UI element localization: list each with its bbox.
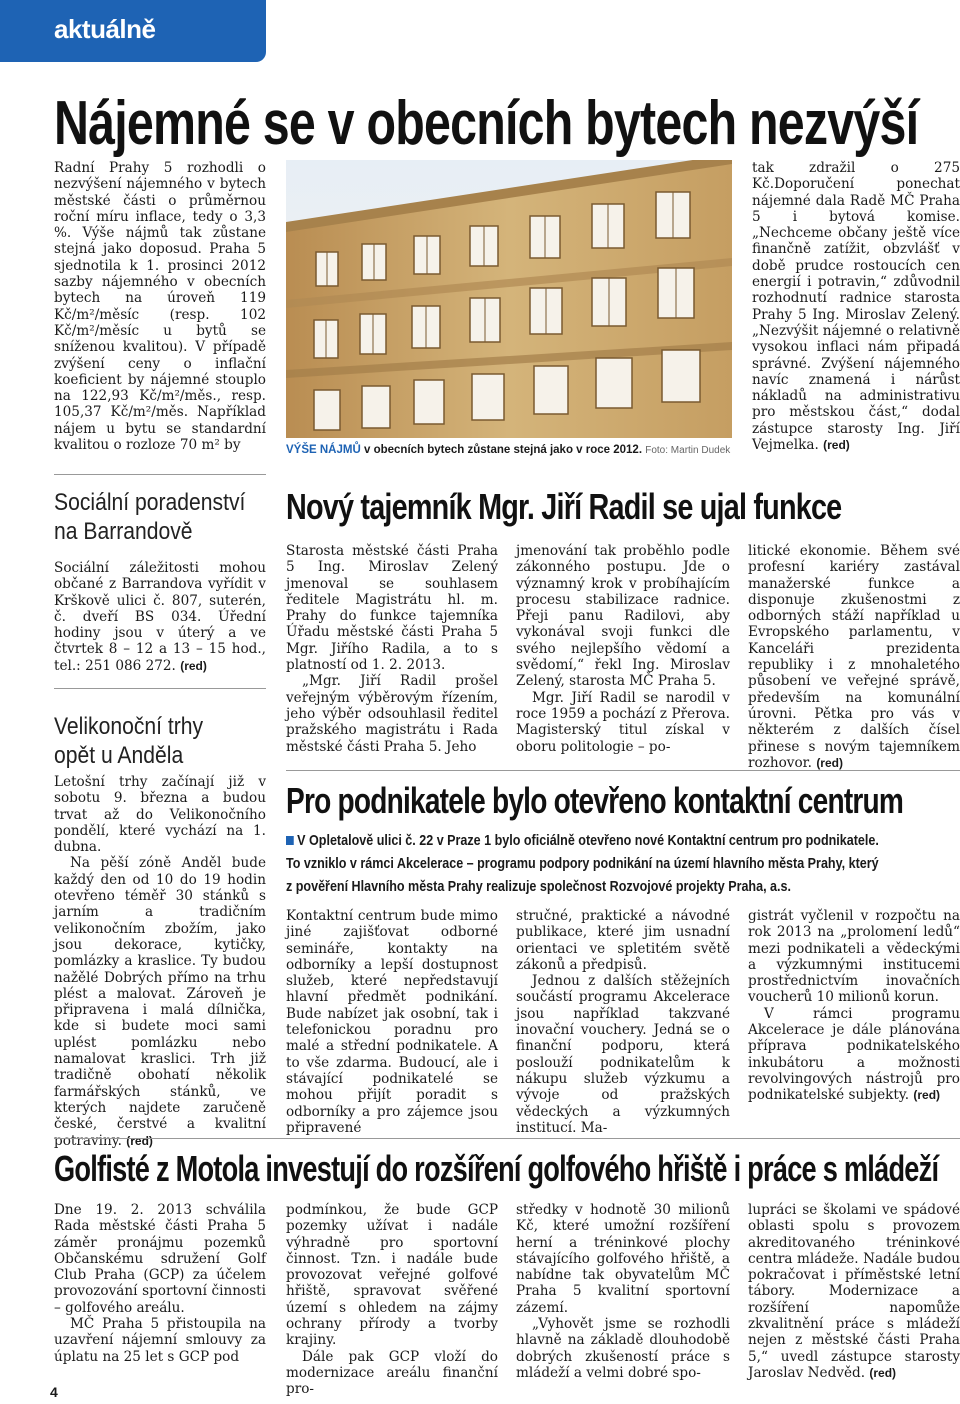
article3-column-2: stručné, praktické a návodné publikace, které jim usnadní orientaci ve spletitém světě zákonů a předpisů. Jednou z dalších stěžejních součástí programu Akcelerace jsou například takzvané inovační vouchery. Jedná se o finanční podporu, která poslouží podnikatelům k nákupu služeb výzkumu a vývoje od pražských vědeckých a výzkumných institucí. Ma- [516,908,730,1136]
article3-divider [286,770,960,771]
article4-headline: Golfisté z Motola investují do rozšíření golfového hřiště i práce s mládeží [54,1148,939,1189]
signature: (red) [823,438,850,453]
article4-column-3: středky v hodnotě 30 milionů Kč, které umožní rozšíření herní a tréninkové plochy stávajícího golfového hřiště, a nabídne tak obyvatelům MČ Praha 5 kvalitní sportovní zázemí. „Vyhovět jsme se rozhodli hlavně na základě dlouhodobě dobrých zkušeností práce s mládeží a velmi dobré spo- [516,1202,730,1381]
article1-column-3 [752,160,960,453]
signature: (red) [816,755,843,770]
article2-column-3: litické ekonomie. Během své profesní kariéry zastával manažerské funkce a disponuje zkušenostmi z odborných stáží například u Evropského parlamentu, v Kanceláři prezidenta republiky i z mnohaletého působení ve veřejné správě, především na komunální úrovni. Pětka pro vás v některém z dalších čísel přinese s novým tajemníkem rozhovor. (red) [748,543,960,771]
article2-headline: Nový tajemník Mgr. Jiří Radil se ujal funkce [286,486,842,527]
article1-col3-paragraph: tak zdražil o 275 Kč.Doporučení ponechat nájemné dala Radě MČ Praha 5 i bytová komise. „Nechceme občany ještě více finančně zatížit, obzvlášť v době prudce rostoucích cen energií i potravin,“ zdůvodnil rozhodnutí radnice starosta Prahy 5 Ing. Miroslav Zelený. „Nezvýšit nájemné o relativně vysokou inflaci nám připadá správné. Zvýšení nájemného navíc znamená i nárůst nákladů na administrativu pro městskou část,“ dodal zástupce starosty Ing. Jiří Vejmelka. (red) [752,160,960,454]
bullet-square-icon [286,836,294,845]
article1-headline: Nájemné se v obecních bytech nezvýší [54,89,919,158]
article3-column-3: gistrát vyčlenil v rozpočtu na rok 2013 na „prolomení ledů“ mezi podnikateli a vědeckými a výzkumnými institucemi prostřednictvím inovačních voucherů 10 milionů korun. V rámci programu Akcelerace je dále plánována příprava podnikatelského inkubátoru a možnosti revolvingových nástrojů pro podnikatelské subjekty. (red) [748,908,960,1104]
article4-column-2: podmínkou, že bude GCP pozemky užívat i nadále výhradně pro sportovní činnost. Tzn. i nadále bude provozovat veřejné golfové hřiště, spravovat svěřené území s ohledem na zájmy ochrany přírody a tvorby krajiny. Dále pak GCP vloží do modernizace areálu finanční pro- [286,1202,498,1398]
sidebar-text-1: Sociální záležitosti mohou občané z Barrandova vyřídit v Krškově ulici č. 807, suterén, č. dveří BS 034. Úřední hodiny jsou v úterý a ve čtvrtek 8 – 12 a 13 – 15 hod., tel.: 251 086 272. (red) [54,560,266,674]
article2-column-2: jmenování tak proběhlo podle zákonného postupu. Jde o významný krok v probíhajícím procesu stabilizace radnice. Přeji panu Radilovi, aby vykonával svoji funkci dle svého nejlepšího vědomí a svědomí,“ řekl Ing. Miroslav Zelený, starosta MČ Praha 5. Mgr. Jiří Radil se narodil v roce 1959 a pochází z Přerova. Magisterský titul získal v oboru politologie – po- [516,543,730,755]
article3-column-1: Kontaktní centrum bude mimo jiné zajišťovat odborné semináře, kontakty na odborníky a lepší dostupnost služeb, které nepředstavují hlavní předmět podnikání. Bude nabízet jak osobní, tak i telefonickou poradnu pro malé a střední podnikatele. A to vše zdarma. Budoucí, ale i stávající podnikatelé se mohou přijít poradit s odborníky a pro zájemce jsou připravené [286,908,498,1136]
signature: (red) [180,658,207,673]
caption-label: VÝŠE NÁJMŮ [286,444,361,456]
article3-lead: V Opletalově ulici č. 22 v Praze 1 bylo oficiálně otevřeno nové Kontaktní centrum pro podnikatele. To vzniklo v rámci Akcelerace – programu podpory podnikání na území hlavního města Prahy, který z pověření Hlavního města Prahy realizuje společnost Rozvojové projekty Praha, a.s. [286,833,879,895]
signature: (red) [126,1133,153,1148]
article1-col1-paragraph: Radní Prahy 5 rozhodli o nezvýšení nájemného v bytech městské části o průměrnou roční míru inflace, tedy o 3,3 %. Výše nájmů tak zůstane stejná jako doposud. Praha 5 sjednotila k 1. prosinci 2012 sazby nájemného v obecních bytech na úroveň 119 Kč/m²/měsíc (resp. 102 Kč/m²/měsíc u bytů se sníženou kvalitou). V případě zvýšení ceny o inflační koeficient by nájemné stouplo na 122,93 Kč/m²/měs., resp. 105,37 Kč/m²/měs. Například nájem u bytu se standardní kvalitou o rozloze 70 m² by [54,160,266,454]
signature: (red) [913,1088,941,1103]
signature: (red) [869,1365,897,1380]
sidebar-text-2: Letošní trhy začínají již v sobotu 9. března a budou trvat až do Velikonočního pondělí, které vychází na 1. dubna. Na pěší zóně Anděl bude každý den od 10 do 19 hodin otevřeno téměř 30 stánků s jarním a tradičním velikonočním zbožím, jako jsou dekorace, kytičky, pomlázky a kraslice. Ty budou nažělé Dobrých přímo na trhu plést a malovat. Zároveň je připravena i malá dílnička, kde si budete moci sami uplést pomlázku nebo namalovat kraslici. Trh již tradičně obohatí několik farmářských stánků, ve kterých najdete zaručeně české, čerstvé a kvalitní potraviny. (red) [54,774,266,1149]
section-tag-label: aktuálně [54,14,156,44]
article4-divider [54,1138,960,1139]
sidebar-heading-1: Sociální poradenství na Barrandově [54,489,246,545]
article2-column-1: Starosta městské části Praha 5 Ing. Miroslav Zelený jmenoval se souhlasem ředitele Magistrátu hl. m. Prahy do funkce tajemníka Úřadu městské části Praha 5 Mgr. Jiřího Radila, a to s platností od 1. 2. 2013. „Mgr. Jiří Radil prošel veřejným výběrovým řízením, jeho výběr odsouhlasil ředitel pražského magistrátu i Rada městské části Praha 5. Jeho [286,543,498,755]
page-number: 4 [50,1384,58,1400]
building-facade-image [286,160,732,438]
photo-caption [286,444,732,456]
caption-text: v obecních bytech zůstane stejná jako v roce 2012. [363,444,643,456]
sidebar-divider-top [54,474,266,475]
section-tag [0,0,266,62]
building-photo [286,160,732,438]
sidebar-heading-2: Velikonoční trhy opět u Anděla [54,713,204,769]
caption-photo-credit: Foto: Martin Dudek [645,445,731,456]
article4-column-4: lupráci se školami ve spádové oblasti spolu s provozem akreditovaného tréninkové centra mládeže. Nadále budou pokračovat i příměstské letní tábory. Modernizace a rozšíření napomůže zkvalitnění práce s mládeží nejen z městské části Praha 5,“ uvedl zástupce starosty Jaroslav Nedvěd. (red) [748,1202,960,1381]
article4-column-1: Dne 19. 2. 2013 schválila Rada městské části Praha 5 záměr pronájmu pozemků Občanskému sdružení Golf Club Praha (GCP) za účelem provozování sportovní činnosti – golfového areálu. MČ Praha 5 přistoupila na uzavření nájemní smlouvy za úplatu na 25 let s GCP pod [54,1202,266,1365]
article3-headline: Pro podnikatele bylo otevřeno kontaktní centrum [286,780,904,821]
article1-column-1 [54,160,266,453]
sidebar-divider-middle [54,688,266,689]
